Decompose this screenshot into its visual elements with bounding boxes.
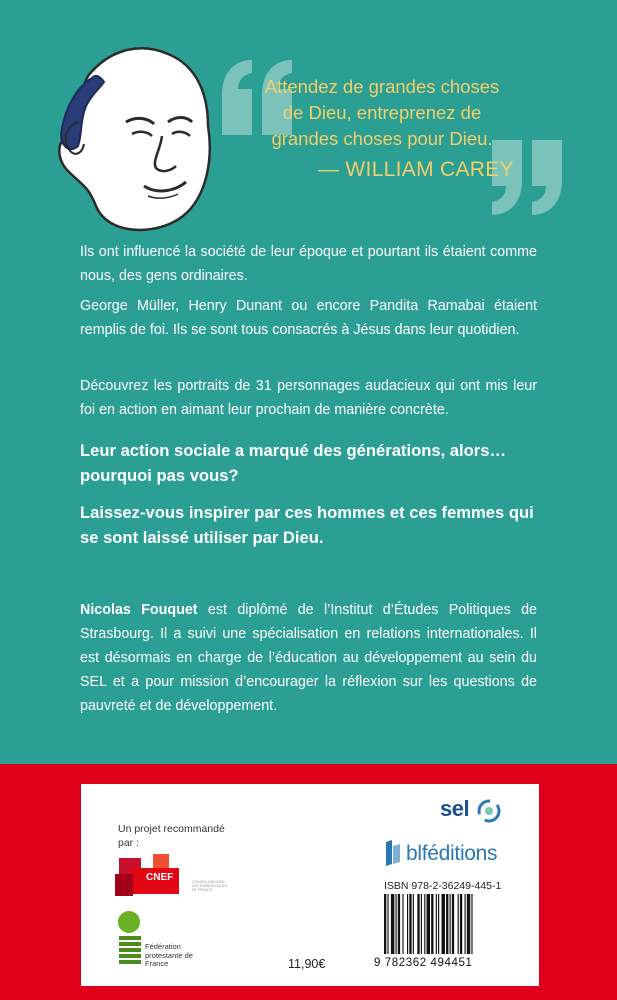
quote-author: — WILLIAM CAREY bbox=[318, 158, 514, 181]
william-carey-portrait bbox=[48, 36, 218, 236]
fpf-logo bbox=[116, 910, 142, 976]
author-bio bbox=[80, 598, 537, 718]
description-paragraph-1: Ils ont influencé la société de leur époque et pourtant ils étaient comme nous, des gens ordinaires. bbox=[80, 244, 537, 284]
cnef-subtitle: CONSEIL NATIONAL DES ÉVANGÉLIQUES DE FRANCE bbox=[192, 880, 228, 892]
description-paragraph-3: Découvrez les portraits de 31 personnages audacieux qui ont mis leur foi en action en aimant leur prochain de manière concrète. bbox=[80, 378, 537, 418]
highlight-paragraph-1: Leur action sociale a marqué des générations, alors… pourquoi pas vous? bbox=[80, 441, 507, 485]
isbn-text: ISBN 978-2-36249-445-1 bbox=[384, 880, 502, 892]
price: 11,90€ bbox=[288, 957, 326, 971]
blf-logo-icon bbox=[382, 840, 402, 866]
quote-line: de Dieu, entreprenez de bbox=[282, 102, 482, 123]
barcode-digits: 9 782362 494451 bbox=[374, 957, 473, 969]
quote-line: grandes choses pour Dieu. bbox=[271, 128, 493, 149]
author-bio-text: est diplômé de l’Institut d’Études Politiques de Strasbourg. Il a suivi une spécialisation en relations internationales. Il est désormais en charge de l’éducation au développement au sein du SEL et a pour mission d’encourager la réflexion sur les questions de pauvreté et de développement. bbox=[80, 602, 537, 714]
sel-logo: sel bbox=[440, 796, 470, 821]
cnef-label: CNEF bbox=[146, 872, 174, 883]
quote-text bbox=[232, 74, 532, 152]
sel-swirl-icon bbox=[476, 798, 502, 824]
projet-label: Un projet recommandé par : bbox=[118, 823, 225, 849]
blf-editions-logo: blféditions bbox=[406, 842, 498, 865]
barcode bbox=[382, 894, 508, 954]
quote-line: Attendez de grandes choses bbox=[264, 76, 500, 97]
fpf-label: Fédération protestante de France bbox=[145, 942, 193, 968]
author-name: Nicolas Fouquet bbox=[80, 602, 198, 618]
description-paragraph-2: George Müller, Henry Dunant ou encore Pandita Ramabai étaient remplis de foi. Ils se sont tous consacrés à Jésus dans leur quotidien. bbox=[80, 298, 537, 338]
highlight-paragraph-2: Laissez-vous inspirer par ces hommes et ces femmes qui se sont laissé utiliser par Dieu. bbox=[80, 503, 534, 547]
